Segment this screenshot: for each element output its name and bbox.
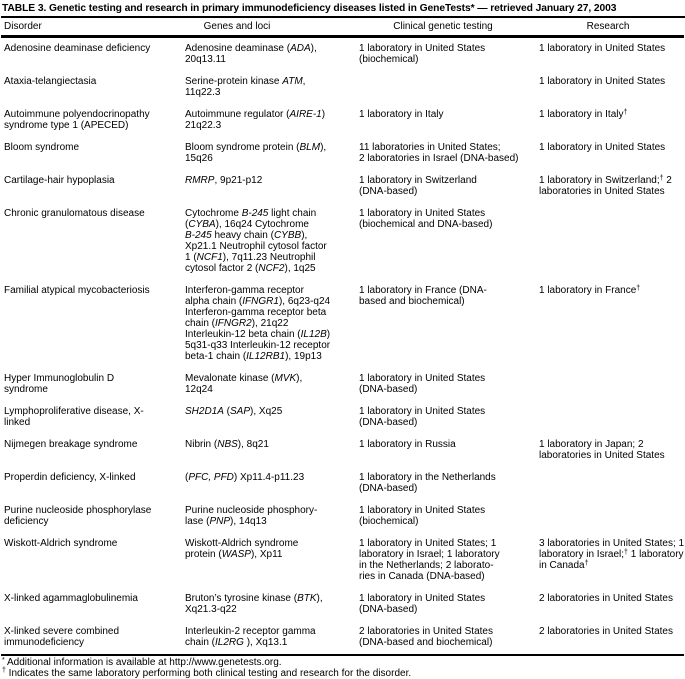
text-line: * Additional information is available at http://www.genetests.org. [2, 658, 685, 669]
text-line: Cartilage-hair hypoplasia [4, 175, 158, 186]
text-line: Hyper Immunoglobulin D [4, 373, 158, 384]
text-line: (biochemical) [359, 516, 522, 527]
cell-disorder [1, 203, 180, 280]
text-line: 20q13.11 [185, 54, 338, 65]
cell-disorder [1, 533, 180, 588]
text-line: based and biochemical) [359, 296, 522, 307]
table-row [1, 203, 684, 280]
cell-research [532, 71, 684, 104]
text-line: Nibrin (NBS), 8q21 [185, 439, 338, 450]
text-line: in Canada† [539, 560, 682, 571]
text-line: 11 laboratories in United States; [359, 142, 522, 153]
cell-disorder [1, 71, 180, 104]
cell-disorder [1, 137, 180, 170]
text-line: laboratories in United States [539, 450, 682, 461]
text-line: 3 laboratories in United States; 1 [539, 538, 682, 549]
cell-research [532, 170, 684, 203]
text-line: chain (IFNGR2), 21q22 [185, 318, 338, 329]
text-line: 1 laboratory in Japan; 2 [539, 439, 682, 450]
cell-clinical [354, 401, 532, 434]
text-line: 12q24 [185, 384, 338, 395]
text-line: 1 laboratory in Switzerland;† 2 [539, 175, 682, 186]
text-line: X-linked severe combined [4, 626, 158, 637]
table-row [1, 37, 684, 72]
table-body [1, 37, 684, 656]
cell-clinical [354, 137, 532, 170]
cell-research [532, 434, 684, 467]
cell-research [532, 280, 684, 368]
text-line: 2 laboratories in United States [539, 593, 682, 604]
cell-genes [180, 203, 354, 280]
cell-disorder [1, 467, 180, 500]
text-line: 1 laboratory in United States [359, 43, 522, 54]
cell-research [532, 500, 684, 533]
footnotes [1, 656, 685, 679]
text-line: 11q22.3 [185, 87, 338, 98]
cell-genes [180, 500, 354, 533]
text-line: Serine-protein kinase ATM, [185, 76, 338, 87]
text-line: Adenosine deaminase (ADA), [185, 43, 338, 54]
table-row [1, 533, 684, 588]
text-line: (biochemical) [359, 54, 522, 65]
text-line: 1 laboratory in United States [359, 406, 522, 417]
text-line: laboratory in Israel;† 1 laboratory [539, 549, 682, 560]
text-line: SH2D1A (SAP), Xq25 [185, 406, 338, 417]
text-line: (CYBA), 16q24 Cytochrome [185, 219, 338, 230]
text-line: RMRP, 9p21-p12 [185, 175, 338, 186]
text-line: beta-1 chain (IL12RB1), 19p13 [185, 351, 338, 362]
cell-genes [180, 368, 354, 401]
text-line: 1 laboratory in Russia [359, 439, 522, 450]
cell-clinical [354, 434, 532, 467]
text-line: 1 laboratory in United States; 1 [359, 538, 522, 549]
text-line: laboratories in United States [539, 186, 682, 197]
table-row [1, 137, 684, 170]
text-line: Purine nucleoside phosphorylase [4, 505, 158, 516]
table-row [1, 588, 684, 621]
cell-clinical [354, 368, 532, 401]
cell-genes [180, 588, 354, 621]
text-line: 1 laboratory in United States [539, 76, 682, 87]
cell-genes [180, 401, 354, 434]
text-line: (DNA-based) [359, 417, 522, 428]
text-line: Lymphoproliferative disease, X- [4, 406, 158, 417]
text-line: syndrome type 1 (APECED) [4, 120, 158, 131]
cell-clinical [354, 533, 532, 588]
text-line: Interferon-gamma receptor [185, 285, 338, 296]
cell-research [532, 401, 684, 434]
text-line: (biochemical and DNA-based) [359, 219, 522, 230]
cell-clinical [354, 104, 532, 137]
page-title: TABLE 3. Genetic testing and research in primary immunodeficiency diseases listed in GeneTests* — retrieved January 27, 2003 [1, 2, 685, 18]
text-line: Wiskott-Aldrich syndrome [4, 538, 158, 549]
table-row [1, 170, 684, 203]
text-line: Wiskott-Aldrich syndrome [185, 538, 338, 549]
text-line: 2 laboratories in United States [359, 626, 522, 637]
text-line: 1 laboratory in United States [359, 373, 522, 384]
column-header-research: Research [532, 18, 684, 37]
cell-clinical [354, 203, 532, 280]
cell-disorder [1, 434, 180, 467]
text-line: cytosol factor 2 (NCF2), 1q25 [185, 263, 338, 274]
text-line: Chronic granulomatous disease [4, 208, 158, 219]
text-line: 1 laboratory in Switzerland [359, 175, 522, 186]
cell-genes [180, 170, 354, 203]
cell-research [532, 203, 684, 280]
text-line: 1 laboratory in United States [359, 208, 522, 219]
cell-disorder [1, 500, 180, 533]
table-row [1, 434, 684, 467]
cell-disorder [1, 104, 180, 137]
text-line: alpha chain (IFNGR1), 6q23-q24 [185, 296, 338, 307]
text-line: Xp21.1 Neutrophil cytosol factor [185, 241, 338, 252]
cell-disorder [1, 621, 180, 655]
text-line: (DNA-based and biochemical) [359, 637, 522, 648]
genetic-testing-table [1, 18, 684, 656]
cell-research [532, 621, 684, 655]
text-line: Autoimmune polyendocrinopathy [4, 109, 158, 120]
text-line: Cytochrome B-245 light chain [185, 208, 338, 219]
cell-clinical [354, 37, 532, 72]
table-row [1, 71, 684, 104]
column-header-genes-and-loci: Genes and loci [180, 18, 354, 37]
text-line: Familial atypical mycobacteriosis [4, 285, 158, 296]
cell-research [532, 368, 684, 401]
cell-disorder [1, 588, 180, 621]
table-row [1, 401, 684, 434]
text-line: Mevalonate kinase (MVK), [185, 373, 338, 384]
text-line: in the Netherlands; 2 laborato- [359, 560, 522, 571]
text-line: † Indicates the same laboratory performing both clinical testing and research for the disorder. [2, 669, 685, 679]
text-line: chain (IL2RG ), Xq13.1 [185, 637, 338, 648]
text-line: Interferon-gamma receptor beta [185, 307, 338, 318]
text-line: 2 laboratories in Israel (DNA-based) [359, 153, 522, 164]
cell-clinical [354, 71, 532, 104]
cell-genes [180, 104, 354, 137]
cell-clinical [354, 500, 532, 533]
text-line: ries in Canada (DNA-based) [359, 571, 522, 582]
cell-research [532, 137, 684, 170]
text-line: Bruton’s tyrosine kinase (BTK), [185, 593, 338, 604]
cell-research [532, 533, 684, 588]
text-line: Nijmegen breakage syndrome [4, 439, 158, 450]
text-line: protein (WASP), Xp11 [185, 549, 338, 560]
cell-disorder [1, 170, 180, 203]
table-row [1, 368, 684, 401]
table-row [1, 280, 684, 368]
text-line: (DNA-based) [359, 483, 522, 494]
cell-clinical [354, 588, 532, 621]
text-line: Interleukin-12 beta chain (IL12B) [185, 329, 338, 340]
table-row [1, 467, 684, 500]
text-line: 1 laboratory in United States [539, 142, 682, 153]
cell-genes [180, 467, 354, 500]
text-line: syndrome [4, 384, 158, 395]
text-line: 1 (NCF1), 7q11.23 Neutrophil [185, 252, 338, 263]
text-line: 1 laboratory in United States [359, 505, 522, 516]
cell-disorder [1, 37, 180, 72]
text-line: 1 laboratory in the Netherlands [359, 472, 522, 483]
table-row [1, 104, 684, 137]
text-line: 21q22.3 [185, 120, 338, 131]
text-line: Xq21.3-q22 [185, 604, 338, 615]
text-line: 1 laboratory in Italy† [539, 109, 682, 120]
table-row [1, 500, 684, 533]
text-line: 1 laboratory in France (DNA- [359, 285, 522, 296]
cell-clinical [354, 280, 532, 368]
text-line: Interleukin-2 receptor gamma [185, 626, 338, 637]
text-line: Ataxia-telangiectasia [4, 76, 158, 87]
text-line: Bloom syndrome [4, 142, 158, 153]
text-line: (DNA-based) [359, 384, 522, 395]
text-line: 5q31-q33 Interleukin-12 receptor [185, 340, 338, 351]
text-line: 1 laboratory in Italy [359, 109, 522, 120]
cell-genes [180, 37, 354, 72]
cell-research [532, 37, 684, 72]
cell-genes [180, 71, 354, 104]
column-header-disorder: Disorder [1, 18, 180, 37]
text-line: X-linked agammaglobulinemia [4, 593, 158, 604]
text-line: (DNA-based) [359, 186, 522, 197]
text-line: Properdin deficiency, X-linked [4, 472, 158, 483]
cell-clinical [354, 621, 532, 655]
text-line: immunodeficiency [4, 637, 158, 648]
text-line: lase (PNP), 14q13 [185, 516, 338, 527]
cell-research [532, 467, 684, 500]
table-row [1, 621, 684, 655]
cell-research [532, 104, 684, 137]
cell-disorder [1, 368, 180, 401]
text-line: Bloom syndrome protein (BLM), [185, 142, 338, 153]
text-line: Purine nucleoside phosphory- [185, 505, 338, 516]
text-line: 1 laboratory in United States [539, 43, 682, 54]
text-line: Autoimmune regulator (AIRE-1) [185, 109, 338, 120]
text-line: (PFC, PFD) Xp11.4-p11.23 [185, 472, 338, 483]
column-header-clinical-genetic-testing: Clinical genetic testing [354, 18, 532, 37]
text-line: B-245 heavy chain (CYBB), [185, 230, 338, 241]
text-line: Adenosine deaminase deficiency [4, 43, 158, 54]
text-line: 1 laboratory in France† [539, 285, 682, 296]
text-line: 15q26 [185, 153, 338, 164]
text-line: (DNA-based) [359, 604, 522, 615]
cell-research [532, 588, 684, 621]
header-row [1, 18, 684, 37]
cell-genes [180, 137, 354, 170]
cell-clinical [354, 170, 532, 203]
text-line: linked [4, 417, 158, 428]
cell-genes [180, 434, 354, 467]
text-line: deficiency [4, 516, 158, 527]
text-line: laboratory in Israel; 1 laboratory [359, 549, 522, 560]
cell-genes [180, 621, 354, 655]
cell-genes [180, 280, 354, 368]
cell-genes [180, 533, 354, 588]
text-line: 2 laboratories in United States [539, 626, 682, 637]
cell-disorder [1, 401, 180, 434]
cell-disorder [1, 280, 180, 368]
cell-clinical [354, 467, 532, 500]
text-line: 1 laboratory in United States [359, 593, 522, 604]
